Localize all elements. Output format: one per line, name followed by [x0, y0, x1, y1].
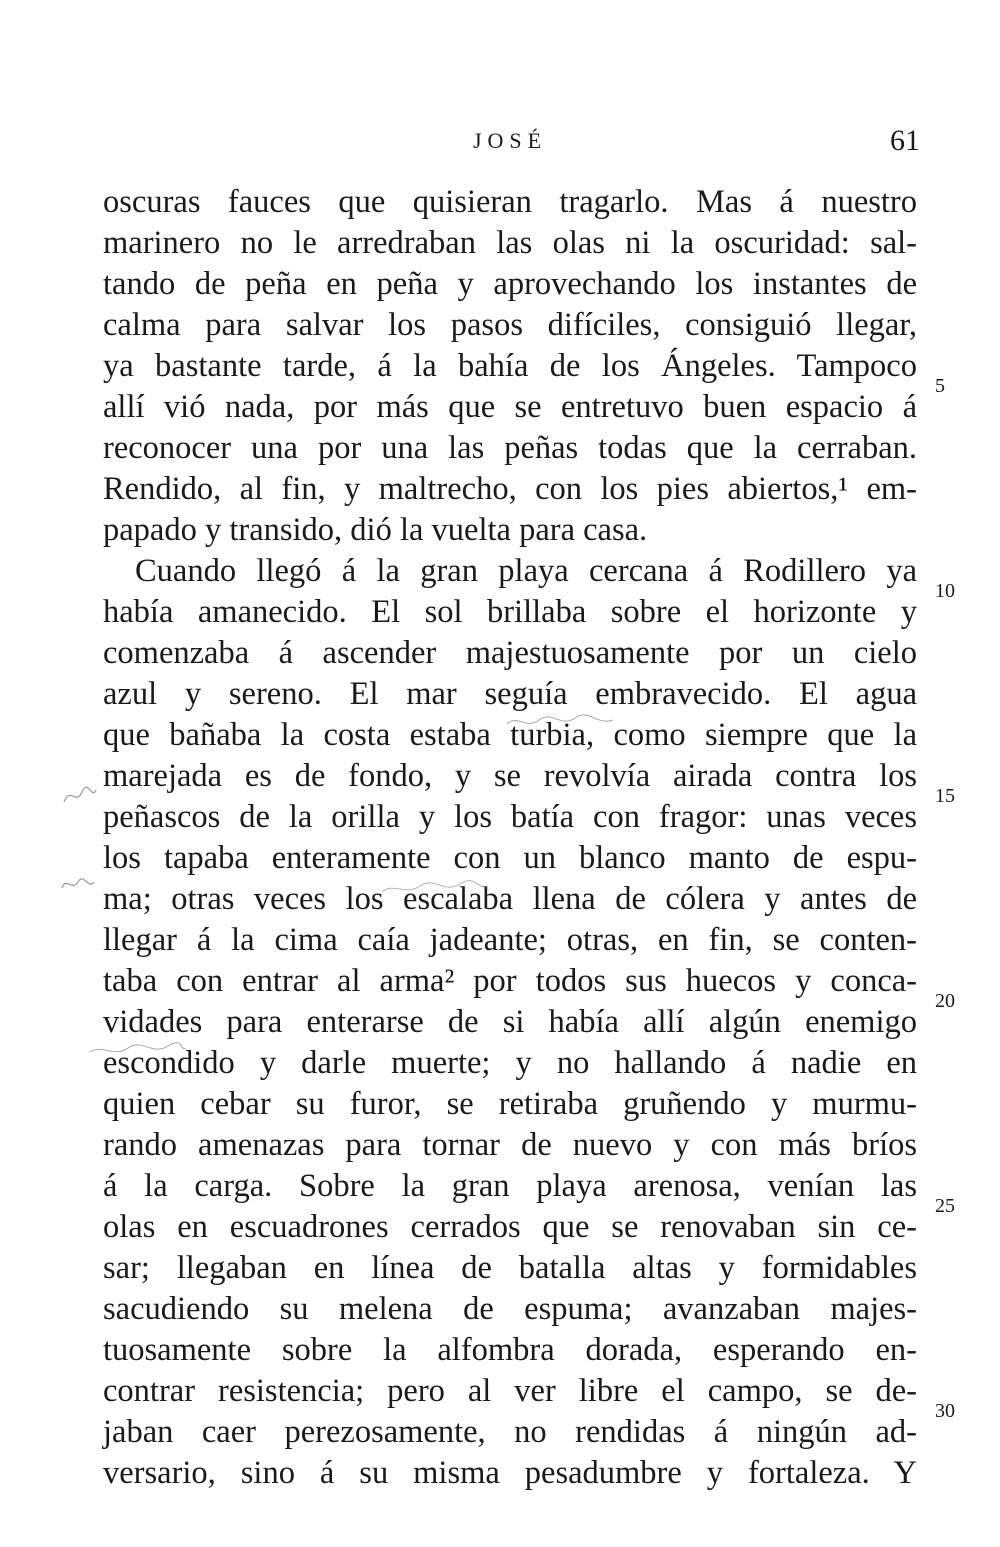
pencil-scribble-icon: [88, 1040, 188, 1060]
pencil-scribble-icon: [505, 712, 615, 732]
text-line: sacudiendo su melena de espuma; avanzaban majes-: [103, 1291, 917, 1327]
text-line: á la carga. Sobre la gran playa arenosa, venían las: [103, 1168, 917, 1204]
text-line: comenzaba á ascender majestuosamente por un cielo: [103, 635, 917, 671]
line-number: 15: [935, 785, 955, 807]
line-number: 25: [935, 1195, 955, 1217]
text-line: versario, sino á su misma pesadumbre y fortaleza. Y: [103, 1455, 917, 1491]
text-line: reconocer una por una las peñas todas que la cerraban.: [103, 430, 917, 466]
text-line: oscuras fauces que quisieran tragarlo. Mas á nuestro: [103, 184, 917, 220]
line-number: 10: [935, 580, 955, 602]
pencil-scribble-icon: [380, 878, 490, 898]
text-line: escondido y darle muerte; y no hallando á nadie en: [103, 1045, 917, 1081]
text-line: tando de peña en peña y aprovechando los instantes de: [103, 266, 917, 302]
text-line: ya bastante tarde, á la bahía de los Ángeles. Tampoco: [103, 348, 917, 384]
text-line: los tapaba enteramente con un blanco manto de espu-: [103, 840, 917, 876]
running-head-title: JOSÉ: [472, 128, 548, 153]
text-line: quien cebar su furor, se retiraba gruñendo y murmu-: [103, 1086, 917, 1122]
text-line: tuosamente sobre la alfombra dorada, esperando en-: [103, 1332, 917, 1368]
body-text: [103, 182, 917, 1494]
text-line: peñascos de la orilla y los batía con fragor: unas veces: [103, 799, 917, 835]
text-line: marinero no le arredraban las olas ni la oscuridad: sal-: [103, 225, 917, 261]
text-line: papado y transido, dió la vuelta para casa.: [103, 512, 648, 548]
text-line: había amanecido. El sol brillaba sobre el horizonte y: [103, 594, 917, 630]
text-line: que bañaba la costa estaba turbia, como siempre que la: [103, 717, 917, 753]
line-number: 30: [935, 1400, 955, 1422]
text-line: jaban caer perezosamente, no rendidas á ningún ad-: [103, 1414, 917, 1450]
text-line: rando amenazas para tornar de nuevo y con más bríos: [103, 1127, 917, 1163]
text-line: azul y sereno. El mar seguía embravecido. El agua: [103, 676, 917, 712]
text-line: ma; otras veces los escalaba llena de cólera y antes de: [103, 881, 917, 917]
text-line: vidades para enterarse de si había allí algún enemigo: [103, 1004, 917, 1040]
text-line: llegar á la cima caía jadeante; otras, en fin, se conten-: [103, 922, 917, 958]
text-line: sar; llegaban en línea de batalla altas y formidables: [103, 1250, 917, 1286]
pencil-scribble-icon: [58, 868, 98, 898]
line-number: 20: [935, 990, 955, 1012]
line-number: 5: [935, 375, 945, 397]
pencil-scribble-icon: [60, 780, 100, 810]
text-line: Rendido, al fin, y maltrecho, con los pies abiertos,¹ em-: [103, 471, 917, 507]
text-line: taba con entrar al arma² por todos sus huecos y conca-: [103, 963, 917, 999]
paragraph-first-line: Cuando llegó á la gran playa cercana á Rodillero ya: [135, 553, 917, 589]
text-line: calma para salvar los pasos difíciles, consiguió llegar,: [103, 307, 917, 343]
text-line: allí vió nada, por más que se entretuvo buen espacio á: [103, 389, 917, 425]
text-line: marejada es de fondo, y se revolvía airada contra los: [103, 758, 917, 794]
text-line: olas en escuadrones cerrados que se renovaban sin ce-: [103, 1209, 917, 1245]
text-line: contrar resistencia; pero al ver libre el campo, se de-: [103, 1373, 917, 1409]
page-number: 61: [890, 124, 920, 157]
